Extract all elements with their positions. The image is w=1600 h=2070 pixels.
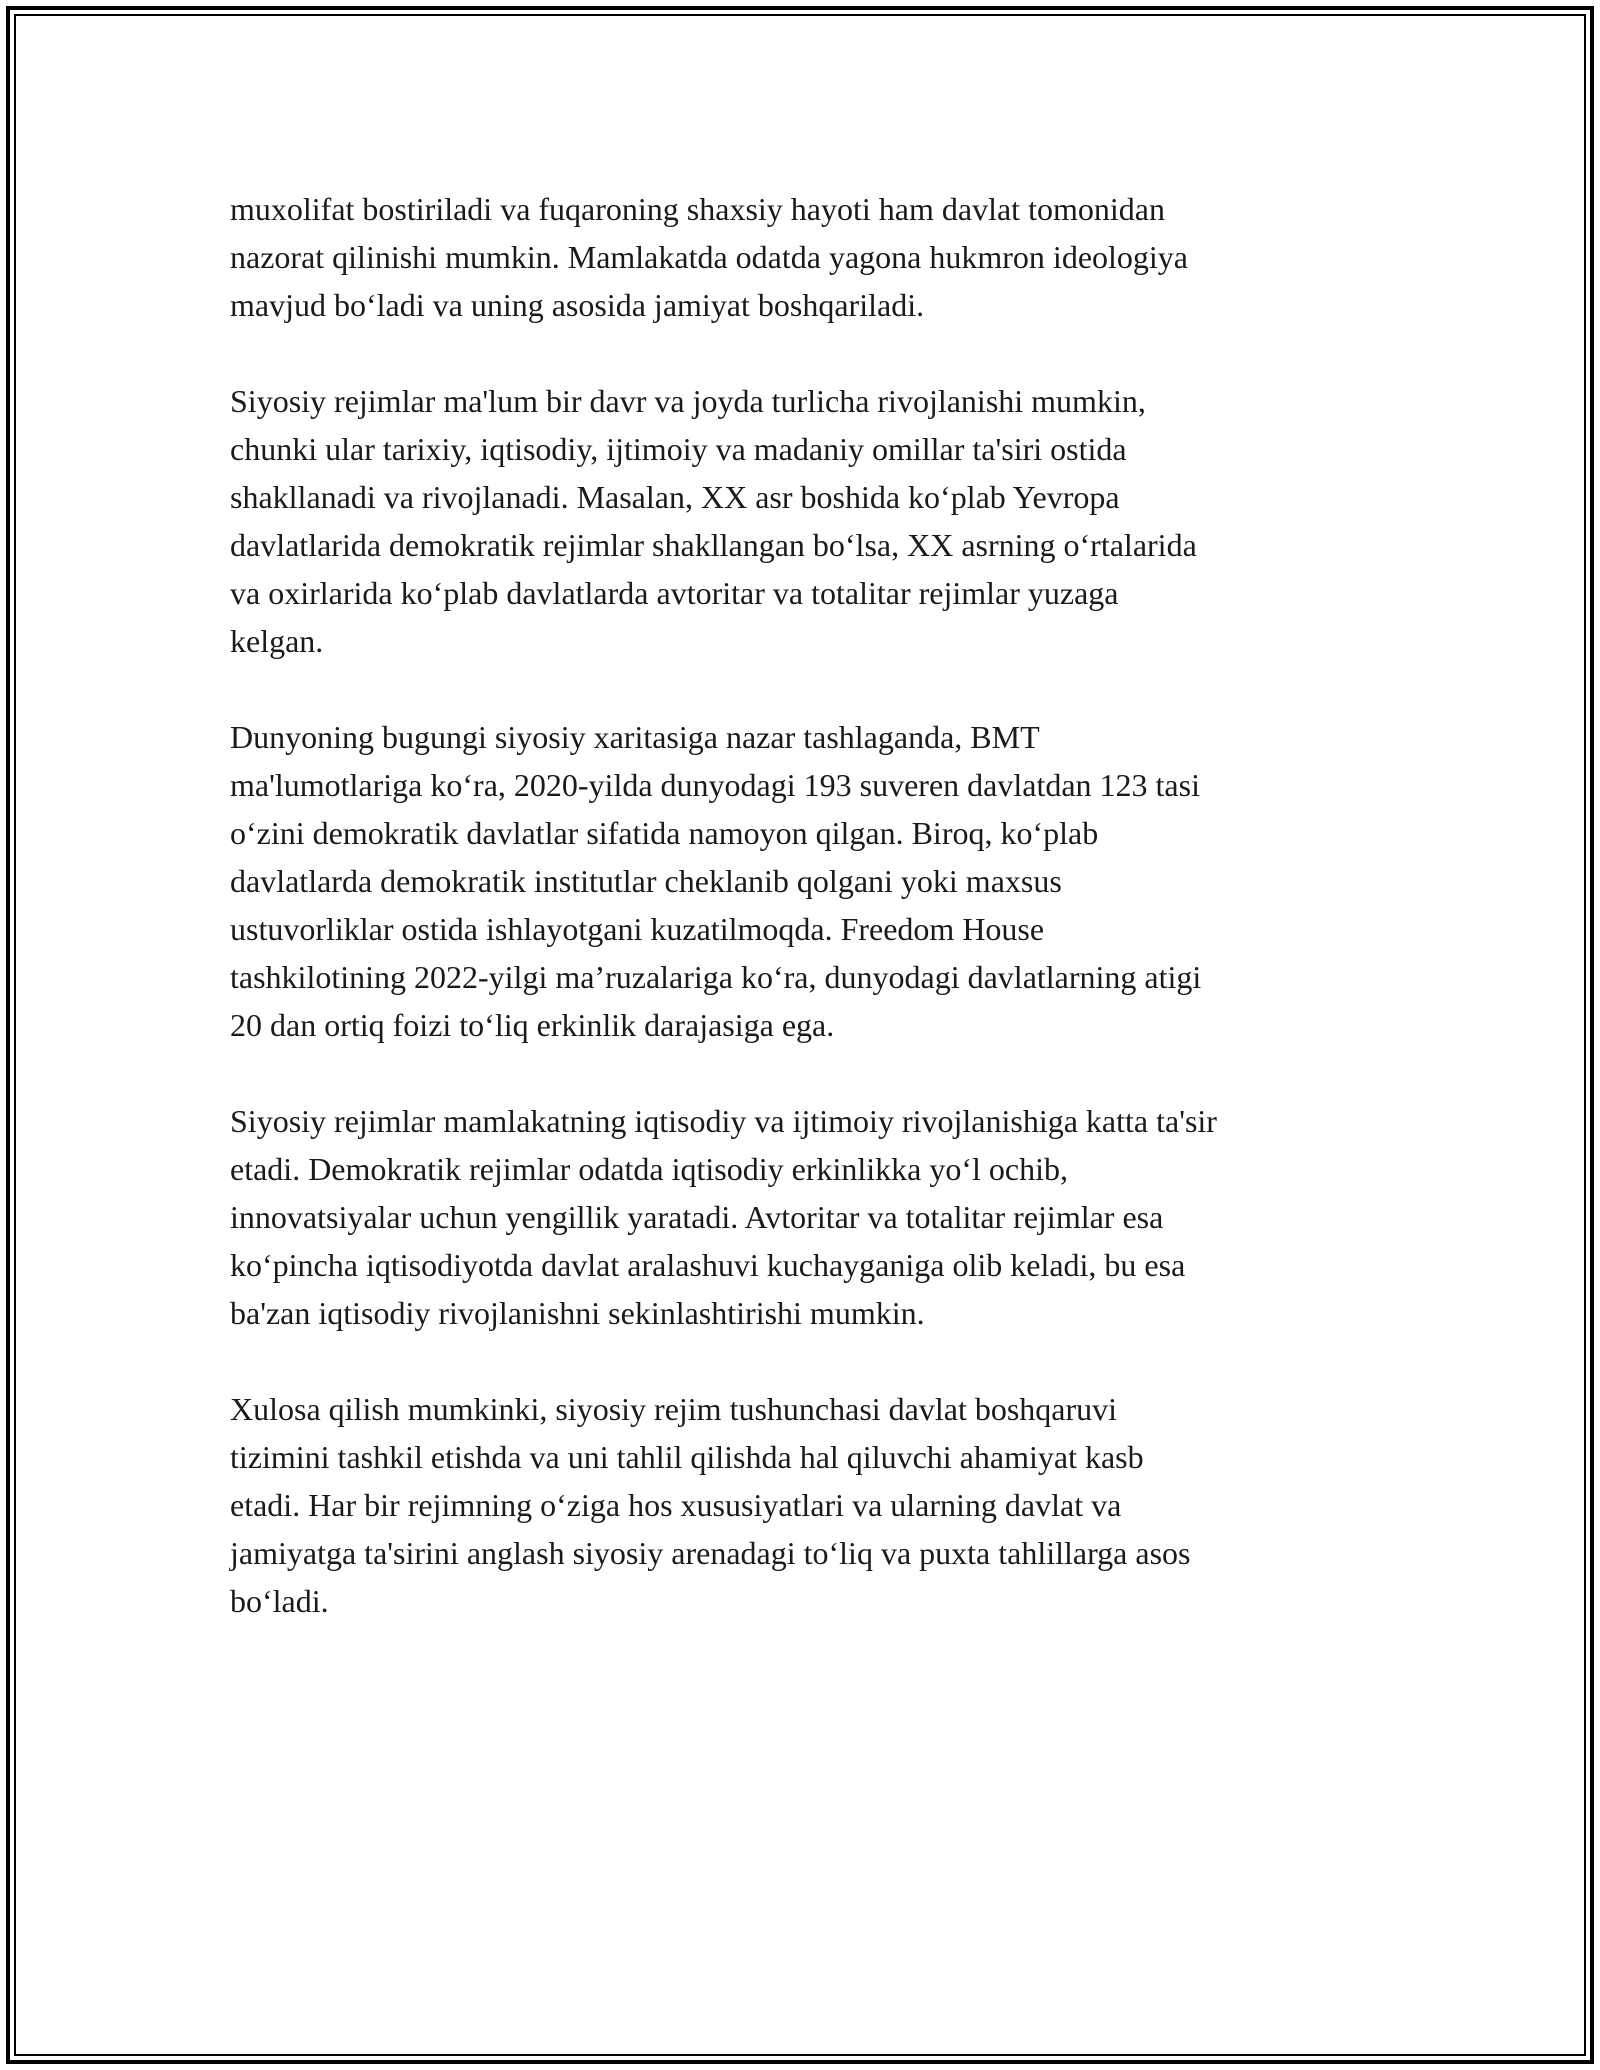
text-line: davlatlarida demokratik rejimlar shakllangan bo‘lsa, XX asrning o‘rtalarida	[230, 527, 1197, 563]
text-line: chunki ular tarixiy, iqtisodiy, ijtimoiy va madaniy omillar ta'siri ostida	[230, 431, 1127, 467]
text-line: ustuvorliklar ostida ishlayotgani kuzatilmoqda. Freedom House	[230, 911, 1045, 947]
paragraph-4	[230, 1097, 1380, 1337]
text-line: muxolifat bostiriladi va fuqaroning shaxsiy hayoti ham davlat tomonidan	[230, 191, 1165, 227]
text-line: shakllanadi va rivojlanadi. Masalan, XX asr boshida ko‘plab Yevropa	[230, 479, 1120, 515]
text-line: kelgan.	[230, 623, 324, 659]
text-line: Siyosiy rejimlar mamlakatning iqtisodiy va ijtimoiy rivojlanishiga katta ta'sir	[230, 1103, 1217, 1139]
text-line: nazorat qilinishi mumkin. Mamlakatda odatda yagona hukmron ideologiya	[230, 239, 1188, 275]
document-body	[230, 185, 1380, 1673]
text-line: tashkilotining 2022-yilgi ma’ruzalariga ko‘ra, dunyodagi davlatlarning atigi	[230, 959, 1202, 995]
text-line: mavjud bo‘ladi va uning asosida jamiyat boshqariladi.	[230, 287, 925, 323]
paragraph-3	[230, 713, 1380, 1049]
text-line: bo‘ladi.	[230, 1583, 329, 1619]
text-line: 20 dan ortiq foizi to‘liq erkinlik darajasiga ega.	[230, 1007, 835, 1043]
text-line: etadi. Demokratik rejimlar odatda iqtisodiy erkinlikka yo‘l ochib,	[230, 1151, 1068, 1187]
text-line: etadi. Har bir rejimning o‘ziga hos xususiyatlari va ularning davlat va	[230, 1487, 1122, 1523]
text-line: Dunyoning bugungi siyosiy xaritasiga nazar tashlaganda, BMT	[230, 719, 1040, 755]
text-line: innovatsiyalar uchun yengillik yaratadi. Avtoritar va totalitar rejimlar esa	[230, 1199, 1164, 1235]
text-line: ko‘pincha iqtisodiyotda davlat aralashuvi kuchayganiga olib keladi, bu esa	[230, 1247, 1186, 1283]
text-line: va oxirlarida ko‘plab davlatlarda avtoritar va totalitar rejimlar yuzaga	[230, 575, 1119, 611]
text-line: ba'zan iqtisodiy rivojlanishni sekinlashtirishi mumkin.	[230, 1295, 925, 1331]
text-line: o‘zini demokratik davlatlar sifatida namoyon qilgan. Biroq, ko‘plab	[230, 815, 1099, 851]
paragraph-2	[230, 377, 1380, 665]
text-line: tizimini tashkil etishda va uni tahlil qilishda hal qiluvchi ahamiyat kasb	[230, 1439, 1144, 1475]
text-line: Siyosiy rejimlar ma'lum bir davr va joyda turlicha rivojlanishi mumkin,	[230, 383, 1146, 419]
text-line: davlatlarda demokratik institutlar cheklanib qolgani yoki maxsus	[230, 863, 1062, 899]
paragraph-1	[230, 185, 1380, 329]
text-line: Xulosa qilish mumkinki, siyosiy rejim tushunchasi davlat boshqaruvi	[230, 1391, 1118, 1427]
text-line: jamiyatga ta'sirini anglash siyosiy arenadagi to‘liq va puxta tahlillarga asos	[230, 1535, 1191, 1571]
text-line: ma'lumotlariga ko‘ra, 2020-yilda dunyodagi 193 suveren davlatdan 123 tasi	[230, 767, 1200, 803]
paragraph-5	[230, 1385, 1380, 1625]
